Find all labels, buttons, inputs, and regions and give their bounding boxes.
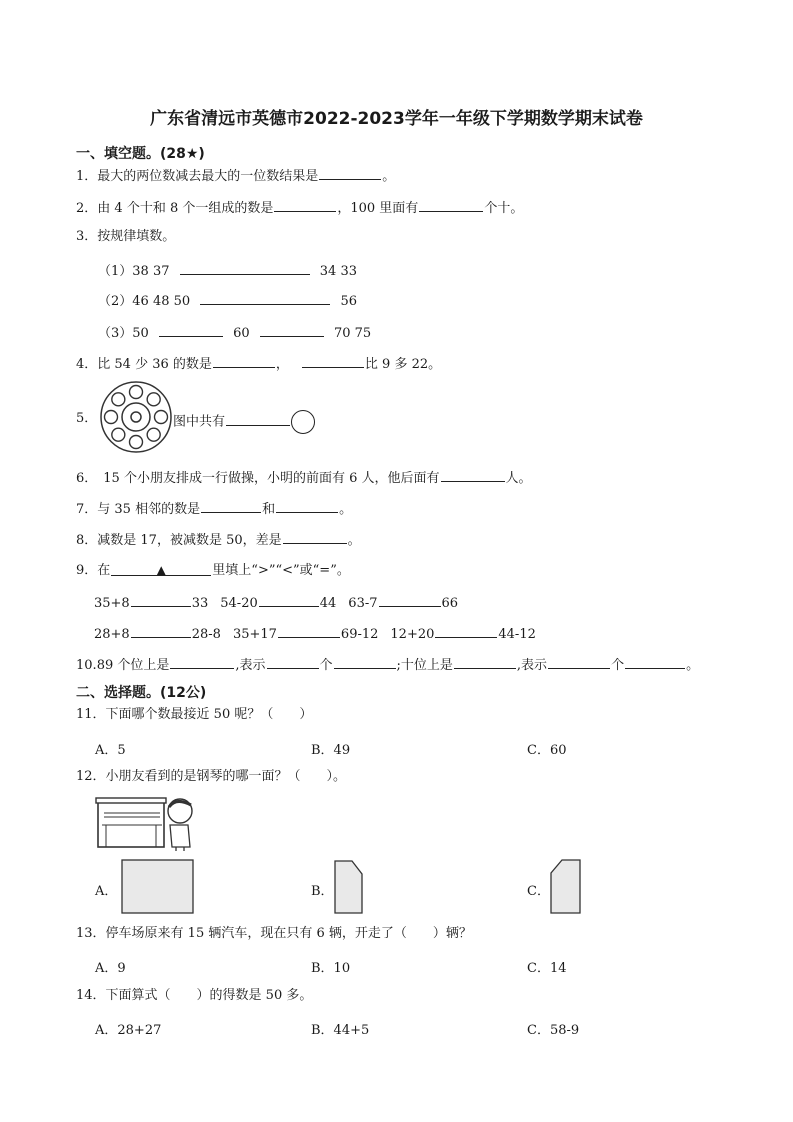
question-3-row-3: （3）50 60 70 75 (98, 322, 371, 343)
symbol-blank (111, 561, 211, 576)
answer-blank[interactable] (274, 197, 336, 212)
answer-blank[interactable] (180, 260, 310, 275)
circle-icon (291, 410, 315, 434)
answer-blank[interactable] (276, 498, 338, 513)
section-heading-fill-blank: 一、填空题。(28★) (76, 146, 205, 162)
compare-blank[interactable] (259, 592, 319, 607)
q11-option-c[interactable]: C．60 (527, 743, 567, 758)
question-13: 13．停车场原来有 15 辆汽车，现在只有 6 辆，开走了（ ）辆？ (76, 926, 472, 941)
compare-blank[interactable] (131, 623, 191, 638)
question-9-row-1: 35+8 33 54-20 44 63-7 66 (94, 592, 458, 613)
outer-circle (101, 382, 171, 452)
q14-option-b[interactable]: B．44+5 (311, 1023, 370, 1038)
ring-circle (105, 411, 118, 424)
piano-view-a[interactable] (121, 859, 195, 915)
q14-option-c[interactable]: C．58-9 (527, 1023, 580, 1038)
answer-blank[interactable] (226, 411, 290, 426)
question-5: 图中共有 (173, 410, 315, 434)
question-9: 9．在 ▲ 里填上“>”“<”或“=”。 (76, 563, 350, 578)
q12-option-c[interactable]: C． (527, 884, 550, 899)
page-title: 广东省清远市英德市2022-2023学年一年级下学期数学期末试卷 (150, 109, 643, 129)
ring-circle (112, 428, 125, 441)
center-circle (131, 412, 141, 422)
ring-circle (147, 428, 160, 441)
compare-blank[interactable] (435, 623, 497, 638)
question-3-row-2: （2）46 48 50 56 (98, 290, 357, 311)
ring-circle (147, 393, 160, 406)
answer-blank[interactable] (454, 654, 516, 669)
answer-blank[interactable] (201, 498, 261, 513)
question-3: 3．按规律填数。 (76, 229, 176, 244)
answer-blank[interactable] (159, 322, 223, 337)
circles-figure (99, 380, 173, 454)
answer-blank[interactable] (625, 654, 685, 669)
q14-option-a[interactable]: A．28+27 (95, 1023, 162, 1038)
q11-option-b[interactable]: B．49 (311, 743, 351, 758)
q13-option-c[interactable]: C．14 (527, 961, 567, 976)
answer-blank[interactable] (170, 654, 234, 669)
question-8: 8．减数是 17，被减数是 50，差是 。 (76, 529, 361, 550)
compare-blank[interactable] (278, 623, 340, 638)
compare-blank[interactable] (131, 592, 191, 607)
section-heading-choice: 二、选择题。(12公) (76, 685, 207, 701)
question-3-row-1: （1）38 37 34 33 (98, 260, 357, 281)
answer-blank[interactable] (334, 654, 396, 669)
triangle-icon: ▲ (156, 563, 166, 577)
question-2: 2．由 4 个十和 8 个一组成的数是 ，100 里面有 个十。 (76, 197, 523, 218)
q13-option-a[interactable]: A．9 (95, 961, 126, 976)
question-9-row-2: 28+8 28-8 35+17 69-12 12+20 44-12 (94, 623, 536, 644)
piano-child-picture (96, 795, 208, 851)
answer-blank[interactable] (283, 529, 347, 544)
question-1: 1．最大的两位数减去最大的一位数结果是 。 (76, 165, 395, 186)
question-7: 7．与 35 相邻的数是 和 。 (76, 498, 352, 519)
answer-blank[interactable] (267, 654, 319, 669)
answer-blank[interactable] (260, 322, 324, 337)
ring-circle (130, 386, 143, 399)
piano-view-b[interactable] (334, 860, 364, 914)
question-10: 10.89 个位上是 ,表示 个 ;十位上是 ,表示 个 。 (76, 654, 699, 675)
question-6: 6． 15 个小朋友排成一行做操，小明的前面有 6 人，他后面有 人。 (76, 467, 532, 488)
ring-circle (155, 411, 168, 424)
middle-circle (122, 403, 150, 431)
question-14: 14．下面算式（ ）的得数是 50 多。 (76, 988, 313, 1003)
q11-option-a[interactable]: A．5 (95, 743, 126, 758)
question-4: 4．比 54 少 36 的数是 ， 比 9 多 22。 (76, 353, 441, 374)
q12-option-b[interactable]: B． (311, 884, 334, 899)
answer-blank[interactable] (213, 353, 275, 368)
answer-blank[interactable] (200, 290, 330, 305)
q13-option-b[interactable]: B．10 (311, 961, 351, 976)
answer-blank[interactable] (319, 165, 381, 180)
question-12: 12．小朋友看到的是钢琴的哪一面？（ ）。 (76, 769, 347, 784)
ring-circle (112, 393, 125, 406)
piano-view-c[interactable] (550, 859, 582, 915)
question-11: 11．下面哪个数最接近 50 呢？（ ） (76, 707, 313, 722)
compare-blank[interactable] (379, 592, 441, 607)
answer-blank[interactable] (419, 197, 483, 212)
q12-option-a[interactable]: A． (95, 884, 118, 899)
ring-circle (130, 436, 143, 449)
question-5-number: 5． (76, 411, 98, 426)
answer-blank[interactable] (441, 467, 505, 482)
answer-blank[interactable] (548, 654, 610, 669)
answer-blank[interactable] (302, 353, 364, 368)
